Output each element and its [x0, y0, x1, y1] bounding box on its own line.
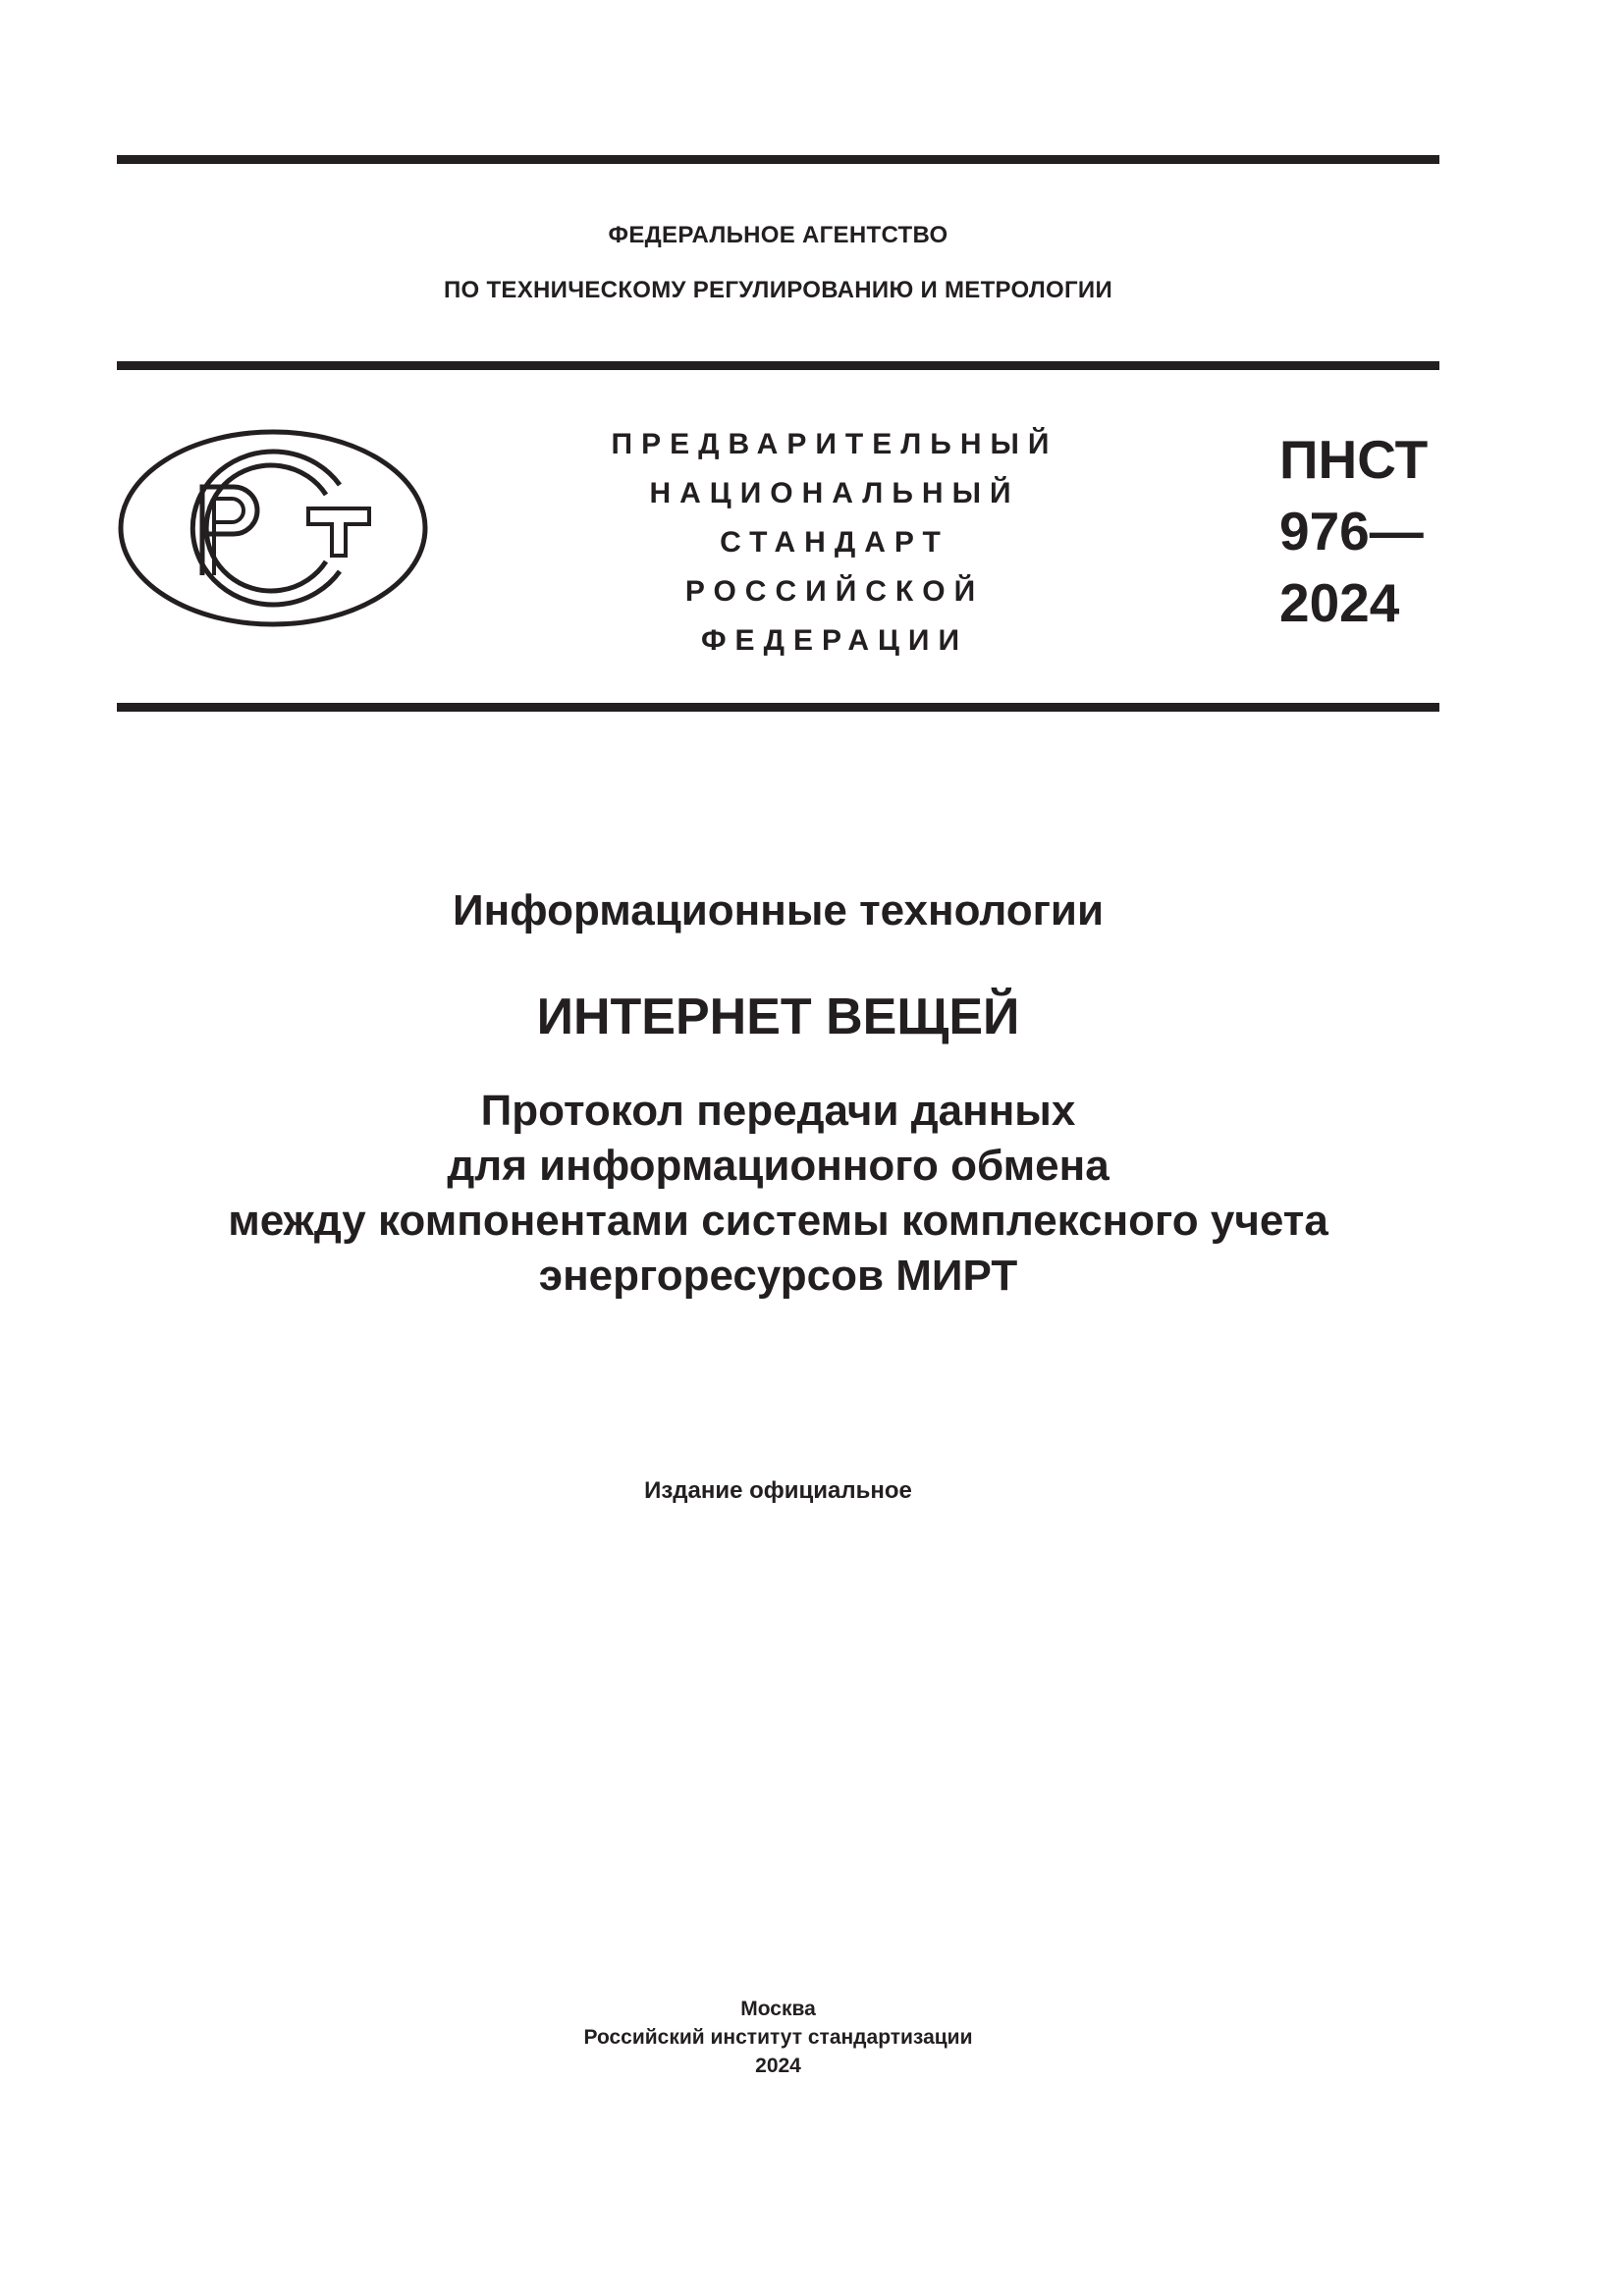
description-line: энергоресурсов МИРТ: [538, 1252, 1018, 1300]
description-line: для информационного обмена: [447, 1142, 1110, 1190]
standard-code: [1279, 424, 1428, 639]
standard-type-line: ФЕДЕРАЦИИ: [700, 624, 969, 657]
standard-type-line: РОССИЙСКОЙ: [684, 575, 985, 608]
header-divider: [117, 361, 1439, 370]
imprint-city: Москва: [740, 1998, 816, 2020]
document-main-title: ИНТЕРНЕТ ВЕЩЕЙ: [536, 988, 1020, 1045]
title-divider: [117, 703, 1439, 712]
standard-type-line: СТАНДАРТ: [720, 526, 949, 559]
edition-label: Издание официальное: [644, 1477, 912, 1504]
agency-name-line-1: ФЕДЕРАЛЬНОЕ АГЕНТСТВО: [608, 222, 948, 248]
description-line: между компонентами системы комплексного учета: [228, 1197, 1328, 1245]
standard-type: [569, 420, 1100, 666]
imprint-publisher: Российский институт стандартизации: [583, 2026, 973, 2049]
standard-type-line: НАЦИОНАЛЬНЫЙ: [649, 477, 1020, 509]
imprint: [117, 1995, 1439, 2080]
standard-code-prefix: ПНСТ: [1279, 429, 1429, 490]
standard-code-year: 2024: [1279, 572, 1400, 633]
top-divider: [117, 155, 1439, 164]
standard-code-number: 976—: [1279, 501, 1424, 561]
imprint-year: 2024: [755, 2055, 801, 2077]
document-description: [117, 1084, 1439, 1304]
standard-type-line: ПРЕДВАРИТЕЛЬНЫЙ: [611, 428, 1058, 460]
document-subject: Информационные технологии: [452, 886, 1105, 934]
description-line: Протокол передачи данных: [480, 1087, 1076, 1135]
gost-r-logo-icon: [116, 428, 430, 628]
agency-name-line-2: ПО ТЕХНИЧЕСКОМУ РЕГУЛИРОВАНИЮ И МЕТРОЛОГИИ: [443, 277, 1113, 303]
